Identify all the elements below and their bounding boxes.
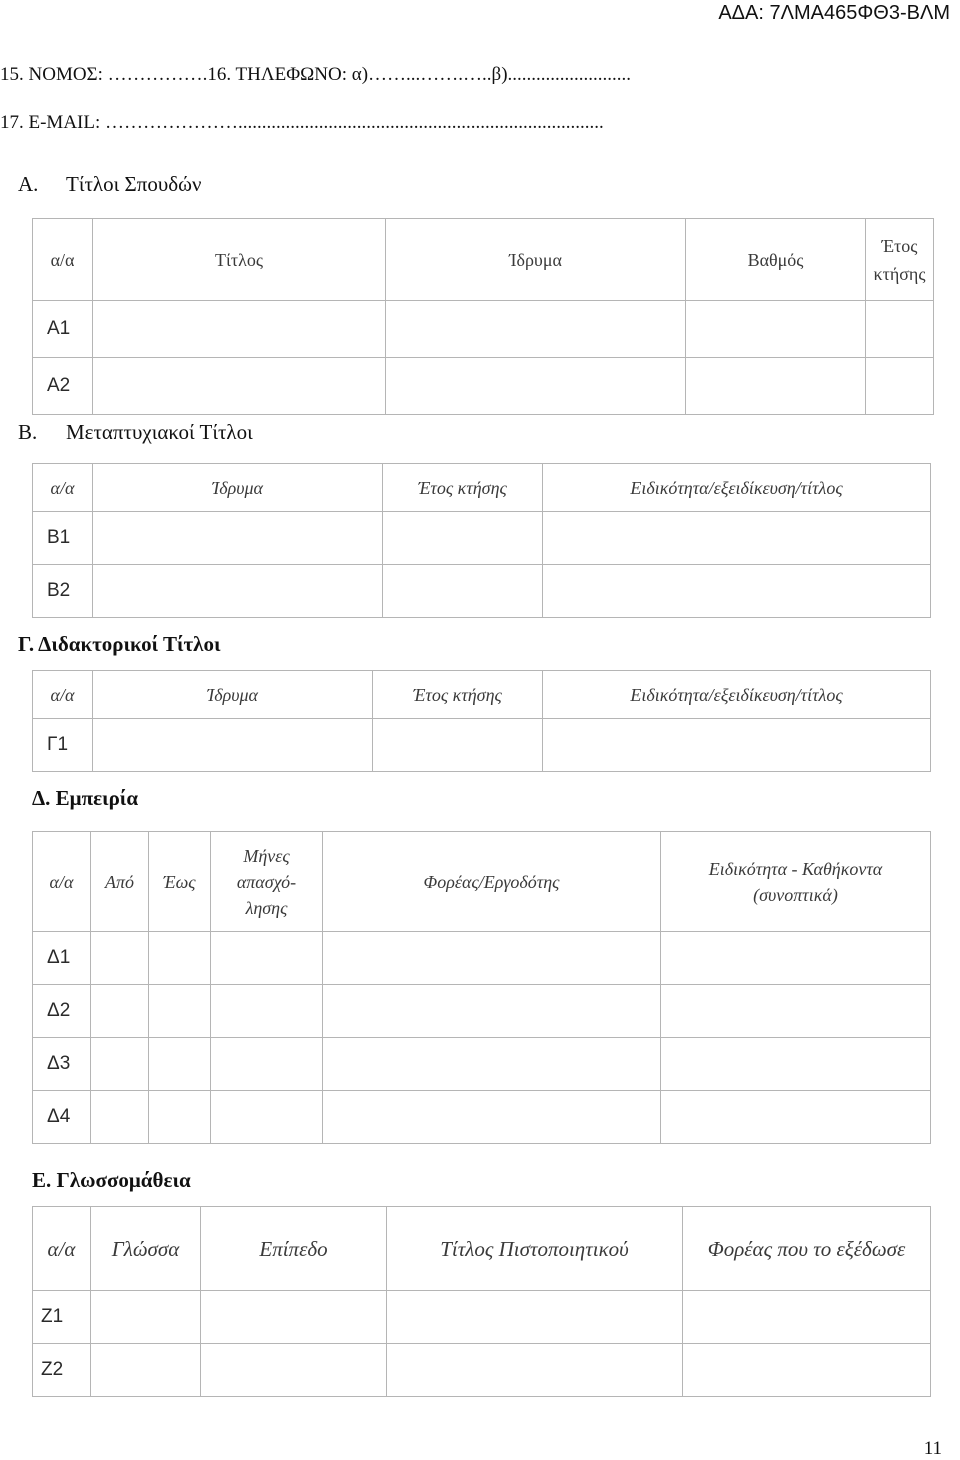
cell-institution[interactable]: [93, 512, 383, 565]
cell-certificate[interactable]: [387, 1291, 683, 1344]
section-e-title: Ε. Γλωσσομάθεια: [32, 1168, 191, 1192]
row-label: Δ2: [33, 985, 91, 1038]
section-a-heading: [18, 172, 201, 197]
col-level: Επίπεδο: [201, 1207, 387, 1291]
cell-to[interactable]: [149, 985, 211, 1038]
table-row: [33, 301, 934, 358]
cell-from[interactable]: [91, 1038, 149, 1091]
col-duties: Ειδικότητα - Καθήκοντα (συνοπτικά): [661, 832, 931, 932]
cell-from[interactable]: [91, 932, 149, 985]
table-row: [33, 985, 931, 1038]
col-aa: α/α: [33, 832, 91, 932]
cell-employer[interactable]: [323, 985, 661, 1038]
row-label: Δ3: [33, 1038, 91, 1091]
col-year: Έτος κτήσης: [383, 464, 543, 512]
col-institution: Ίδρυμα: [93, 464, 383, 512]
cell-months[interactable]: [211, 985, 323, 1038]
cell-duties[interactable]: [661, 1038, 931, 1091]
cell-issuer[interactable]: [683, 1344, 931, 1397]
row-label: Δ1: [33, 932, 91, 985]
table-header-row: [33, 219, 934, 301]
cell-duties[interactable]: [661, 932, 931, 985]
ada-code: ΑΔΑ: 7ΛΜΑ465ΦΘ3-ΒΛΜ: [718, 2, 950, 24]
cell-level[interactable]: [201, 1291, 387, 1344]
table-row: [33, 719, 931, 772]
cell-institution[interactable]: [93, 565, 383, 618]
row-label: Β1: [33, 512, 93, 565]
table-row: [33, 512, 931, 565]
table-experience: [32, 831, 931, 1144]
cell-institution[interactable]: [386, 358, 686, 415]
table-header-row: [33, 1207, 931, 1291]
table-header-row: [33, 832, 931, 932]
col-specialty: Ειδικότητα/εξειδίκευση/τίτλος: [543, 464, 931, 512]
table-row: [33, 932, 931, 985]
cell-specialty[interactable]: [543, 565, 931, 618]
row-label: Ζ2: [33, 1344, 91, 1397]
cell-certificate[interactable]: [387, 1344, 683, 1397]
col-months: Μήνες απασχό-λησης: [211, 832, 323, 932]
row-label: Γ1: [33, 719, 93, 772]
table-row: [33, 1291, 931, 1344]
section-a-title: Τίτλοι Σπουδών: [66, 172, 202, 196]
row-label: Ζ1: [33, 1291, 91, 1344]
cell-months[interactable]: [211, 932, 323, 985]
col-grade: Βαθμός: [686, 219, 866, 301]
col-to: Έως: [149, 832, 211, 932]
col-aa: α/α: [33, 671, 93, 719]
col-specialty: Ειδικότητα/εξειδίκευση/τίτλος: [543, 671, 931, 719]
table-row: [33, 1091, 931, 1144]
cell-year[interactable]: [383, 565, 543, 618]
table-degrees: [32, 218, 934, 415]
cell-specialty[interactable]: [543, 719, 931, 772]
table-header-row: [33, 671, 931, 719]
cell-year[interactable]: [383, 512, 543, 565]
cell-to[interactable]: [149, 932, 211, 985]
cell-to[interactable]: [149, 1038, 211, 1091]
cell-title[interactable]: [93, 358, 386, 415]
col-title: Τίτλος: [93, 219, 386, 301]
table-postgraduate: [32, 463, 931, 618]
section-b-letter: Β.: [18, 420, 38, 444]
page-number: 11: [923, 1438, 942, 1459]
col-certificate: Τίτλος Πιστοποιητικού: [387, 1207, 683, 1291]
cell-from[interactable]: [91, 1091, 149, 1144]
cell-employer[interactable]: [323, 1038, 661, 1091]
row-label: Α2: [33, 358, 93, 415]
cell-issuer[interactable]: [683, 1291, 931, 1344]
cell-months[interactable]: [211, 1091, 323, 1144]
row-label: Β2: [33, 565, 93, 618]
table-header-row: [33, 464, 931, 512]
section-d-title: Δ. Εμπειρία: [32, 786, 139, 810]
col-aa: α/α: [33, 219, 93, 301]
cell-year[interactable]: [373, 719, 543, 772]
cell-level[interactable]: [201, 1344, 387, 1397]
table-doctoral: [32, 670, 931, 772]
cell-employer[interactable]: [323, 932, 661, 985]
field-nomos-phone: 15. ΝΟΜΟΣ: …………….16. ΤΗΛΕΦΩΝΟ: α)……...…….…..β)..........................: [0, 64, 632, 85]
table-row: [33, 358, 934, 415]
col-year: Έτος κτήσης: [866, 219, 934, 301]
table-languages: [32, 1206, 931, 1397]
cell-title[interactable]: [93, 301, 386, 358]
cell-duties[interactable]: [661, 1091, 931, 1144]
cell-language[interactable]: [91, 1344, 201, 1397]
section-b-heading: [18, 420, 253, 445]
col-year: Έτος κτήσης: [373, 671, 543, 719]
col-aa: α/α: [33, 1207, 91, 1291]
cell-institution[interactable]: [93, 719, 373, 772]
col-from: Από: [91, 832, 149, 932]
col-institution: Ίδρυμα: [386, 219, 686, 301]
cell-language[interactable]: [91, 1291, 201, 1344]
cell-duties[interactable]: [661, 985, 931, 1038]
section-c-title: Γ. Διδακτορικοί Τίτλοι: [18, 632, 221, 656]
col-language: Γλώσσα: [91, 1207, 201, 1291]
cell-to[interactable]: [149, 1091, 211, 1144]
cell-months[interactable]: [211, 1038, 323, 1091]
col-employer: Φορέας/Εργοδότης: [323, 832, 661, 932]
cell-grade[interactable]: [686, 358, 866, 415]
table-row: [33, 565, 931, 618]
row-label: Α1: [33, 301, 93, 358]
cell-from[interactable]: [91, 985, 149, 1038]
cell-year[interactable]: [866, 301, 934, 358]
col-aa: α/α: [33, 464, 93, 512]
cell-institution[interactable]: [386, 301, 686, 358]
col-institution: Ίδρυμα: [93, 671, 373, 719]
row-label: Δ4: [33, 1091, 91, 1144]
section-b-title: Μεταπτυχιακοί Τίτλοι: [66, 420, 253, 444]
section-a-letter: Α.: [18, 172, 39, 196]
cell-employer[interactable]: [323, 1091, 661, 1144]
cell-specialty[interactable]: [543, 512, 931, 565]
table-row: [33, 1344, 931, 1397]
col-issuer: Φορέας που το εξέδωσε: [683, 1207, 931, 1291]
cell-grade[interactable]: [686, 301, 866, 358]
table-row: [33, 1038, 931, 1091]
field-email: 17. E-MAIL: ………………….............................................................................: [0, 112, 604, 133]
cell-year[interactable]: [866, 358, 934, 415]
